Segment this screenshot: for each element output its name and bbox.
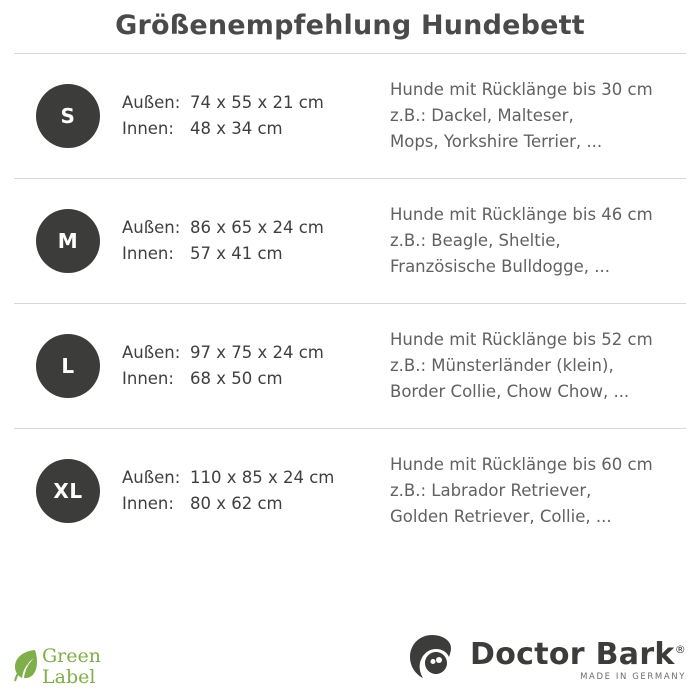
breeds-block (390, 452, 686, 530)
breeds-line: Golden Retriever, Collie, ... (390, 507, 612, 526)
brand-logo (406, 632, 686, 684)
outer-value: 97 x 75 x 24 cm (190, 343, 324, 362)
dimensions-block (122, 465, 390, 517)
green-label-line2: Label (42, 666, 96, 688)
outer-value: 110 x 85 x 24 cm (190, 468, 335, 487)
green-label-line1: Green (42, 645, 101, 667)
size-badge: L (36, 334, 100, 398)
breeds-line: z.B.: Dackel, Malteser, (390, 106, 574, 125)
table-row (0, 304, 700, 428)
table-row (0, 54, 700, 178)
breeds-line: Hunde mit Rücklänge bis 46 cm (390, 205, 653, 224)
page-title: Größenempfehlung Hundebett (115, 10, 585, 41)
size-badge-wrap (14, 334, 122, 398)
outer-dimensions (122, 340, 390, 366)
breeds-line: Hunde mit Rücklänge bis 52 cm (390, 330, 653, 349)
size-badge-wrap (14, 209, 122, 273)
breeds-line: Mops, Yorkshire Terrier, ... (390, 132, 603, 151)
footer (0, 614, 700, 700)
outer-dimensions (122, 90, 390, 116)
outer-label: Außen: (122, 93, 181, 112)
table-row (0, 179, 700, 303)
outer-value: 74 x 55 x 21 cm (190, 93, 324, 112)
inner-value: 57 x 41 cm (190, 244, 283, 263)
outer-label: Außen: (122, 218, 181, 237)
breeds-block (390, 77, 686, 155)
breeds-line: Französische Bulldogge, ... (390, 257, 610, 276)
breeds-block (390, 327, 686, 405)
brand-name (470, 634, 686, 671)
outer-dimensions (122, 465, 390, 491)
breeds-line: Hunde mit Rücklänge bis 30 cm (390, 80, 653, 99)
table-row (0, 429, 700, 553)
brand-subtitle: MADE IN GERMANY (580, 672, 686, 682)
outer-label: Außen: (122, 343, 181, 362)
brand-name-text: Doctor Bark (470, 637, 675, 672)
inner-dimensions (122, 366, 390, 392)
registered-icon: ® (674, 643, 686, 656)
dimensions-block (122, 215, 390, 267)
inner-label: Innen: (122, 369, 174, 388)
size-badge: XL (36, 459, 100, 523)
breeds-block (390, 202, 686, 280)
size-badge: M (36, 209, 100, 273)
breeds-line: Hunde mit Rücklänge bis 60 cm (390, 455, 653, 474)
green-label-logo (12, 646, 101, 688)
inner-dimensions (122, 241, 390, 267)
dimensions-block (122, 340, 390, 392)
outer-label: Außen: (122, 468, 181, 487)
size-badge: S (36, 84, 100, 148)
inner-label: Innen: (122, 494, 174, 513)
breeds-line: Border Collie, Chow Chow, ... (390, 382, 630, 401)
inner-value: 68 x 50 cm (190, 369, 283, 388)
breeds-line: z.B.: Labrador Retriever, (390, 481, 592, 500)
inner-dimensions (122, 491, 390, 517)
breeds-line: z.B.: Beagle, Sheltie, (390, 231, 561, 250)
leaf-icon (12, 648, 38, 682)
inner-value: 80 x 62 cm (190, 494, 283, 513)
inner-label: Innen: (122, 244, 174, 263)
green-label-text (42, 646, 101, 688)
inner-value: 48 x 34 cm (190, 119, 283, 138)
brand-text (470, 634, 686, 682)
dimensions-block (122, 90, 390, 142)
inner-dimensions (122, 116, 390, 142)
dog-head-icon (406, 632, 458, 684)
size-badge-wrap (14, 84, 122, 148)
outer-value: 86 x 65 x 24 cm (190, 218, 324, 237)
outer-dimensions (122, 215, 390, 241)
size-badge-wrap (14, 459, 122, 523)
inner-label: Innen: (122, 119, 174, 138)
breeds-line: z.B.: Münsterländer (klein), (390, 356, 614, 375)
